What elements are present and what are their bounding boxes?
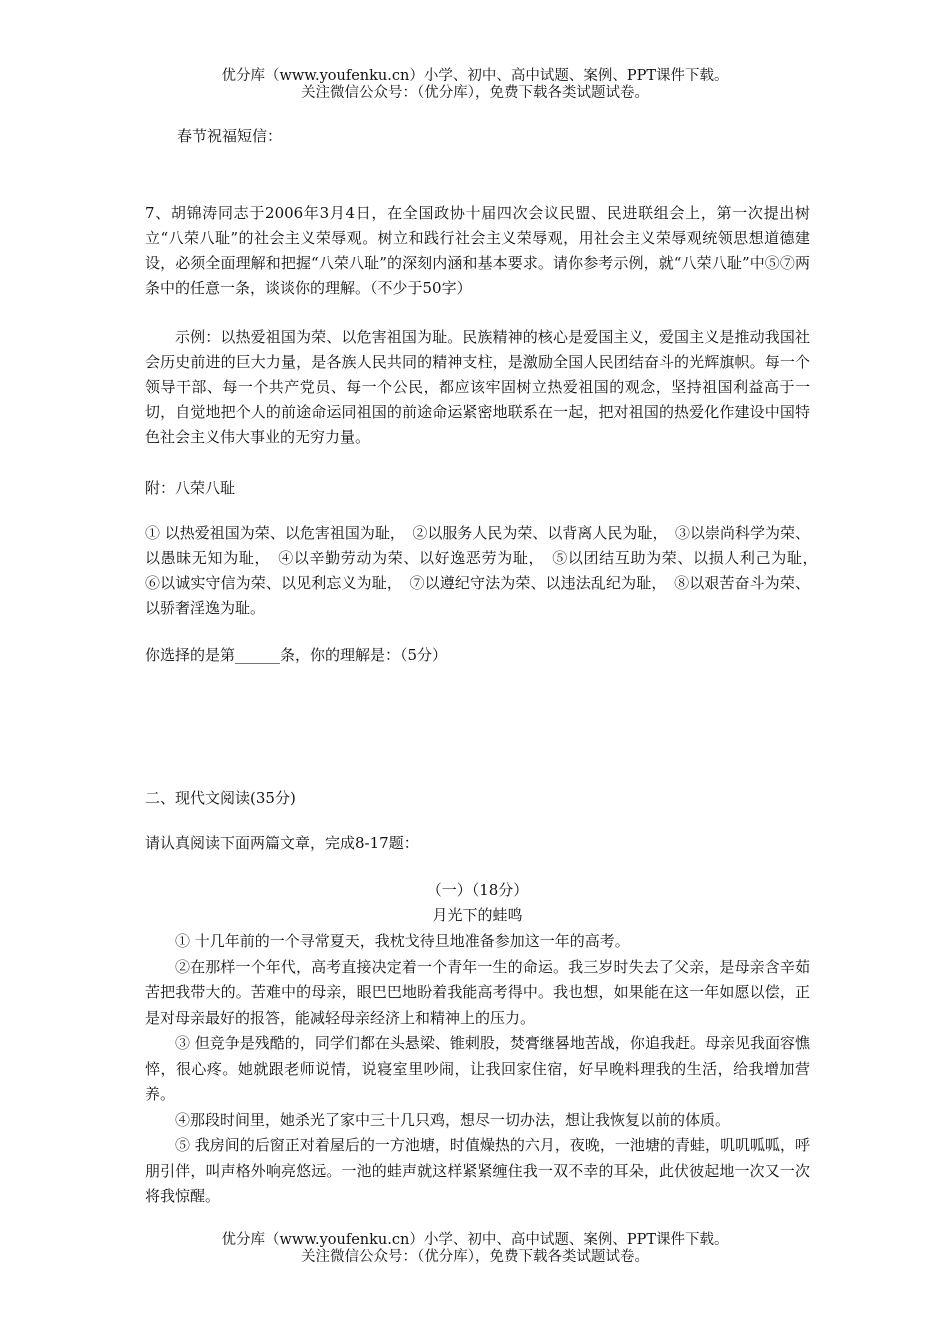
example-answer: 示例：以热爱祖国为荣、以危害祖国为耻。民族精神的核心是爱国主义，爱国主义是推动我国社会历史前进的巨大力量，是各族人民共同的精神支柱，是激励全国人民团结奋斗的光辉旗帜。每一个领导干部、每一个共产党员、每一个公民，都应该牢固树立热爱祖国的观念，坚持祖国利益高于一切，自觉地把个人的前途命运同祖国的前途命运紧密地联系在一起，把对祖国的热爱化作建设中国特色社会主义伟大事业的无穷力量。 (145, 328, 810, 446)
article-body (145, 929, 810, 1210)
section-instruction: 请认真阅读下面两篇文章，完成8-17题： (145, 834, 419, 852)
page-header (0, 68, 950, 102)
question-7: 7、胡锦涛同志于2006年3月4日，在全国政协十届四次会议民盟、民进联组会上，第一次提出树立“八荣八耻”的社会主义荣辱观。树立和践行社会主义荣辱观，用社会主义荣辱观统领思想道德建设，必须全面理解和把握“八荣八耻”的深刻内涵和基本要求。请你参考示例，就“八荣八耻”中⑤⑦两条中的任意一条，谈谈你的理解。（不少于50字） (145, 204, 810, 297)
spring-greeting-label: 春节祝福短信： (177, 127, 283, 145)
page-footer (0, 1232, 950, 1266)
article-paragraph: ④那段时间里，她杀光了家中三十几只鸡，想尽一切办法，想让我恢复以前的体质。 (175, 1110, 731, 1129)
answer-prompt: 你选择的是第______条，你的理解是：（5分） (145, 646, 448, 664)
footer-line-2: 关注微信公众号：（优分库），免费下载各类试题试卷。 (301, 1249, 649, 1265)
appendix-title: 附：八荣八耻 (145, 479, 236, 497)
article-title: 月光下的蛙鸣 (432, 906, 523, 924)
eight-honors-list: ① 以热爱祖国为荣、以危害祖国为耻， ②以服务人民为荣、以背离人民为耻， ③以崇尚科学为荣、以愚昧无知为耻， ④以辛勤劳动为荣、以好逸恶劳为耻， ⑤以团结互助为荣、以损人利己为耻， ⑥以诚实守信为荣、以见利忘义为耻， ⑦以遵纪守法为荣、以违法乱纪为耻， ⑧以艰苦奋斗为荣、以骄奢淫逸为耻。 (145, 524, 826, 617)
article-part-label: （一）（18分） (426, 881, 529, 899)
article-paragraph: ① 十几年前的一个寻常夏天，我枕戈待旦地准备参加这一年的高考。 (175, 932, 630, 950)
article-paragraph: ③ 但竞争是残酷的，同学们都在头悬梁、锥刺股，焚膏继晷地苦战，你追我赶。母亲见我面容憔悴，很心疼。她就跟老师说情，说寝室里吵闹，让我回家住宿，好早晚料理我的生活，给我增加营养。 (145, 1034, 810, 1103)
article-paragraph: ⑤ 我房间的后窗正对着屋后的一方池塘，时值燥热的六月，夜晚，一池塘的青蛙，叽叽呱呱，呼朋引伴，叫声格外响亮悠远。一池的蛙声就这样紧紧缠住我一双不幸的耳朵，此伏彼起地一次又一次将我惊醒。 (145, 1136, 810, 1205)
footer-line-1: 优分库（www.youfenku.cn）小学、初中、高中试题、案例、PPT课件下载。 (221, 1232, 729, 1248)
header-line-1: 优分库（www.youfenku.cn）小学、初中、高中试题、案例、PPT课件下载。 (221, 68, 729, 84)
section-title: 二、现代文阅读(35分) (145, 789, 296, 807)
header-line-2: 关注微信公众号：（优分库），免费下载各类试题试卷。 (301, 85, 649, 101)
article-paragraph: ②在那样一个年代，高考直接决定着一个青年一生的命运。我三岁时失去了父亲，是母亲含辛茹苦把我带大的。苦难中的母亲，眼巴巴地盼着我能高考得中。我也想，如果能在这一年如愿以偿，正是对母亲最好的报答，能减轻母亲经济上和精神上的压力。 (145, 957, 810, 1027)
